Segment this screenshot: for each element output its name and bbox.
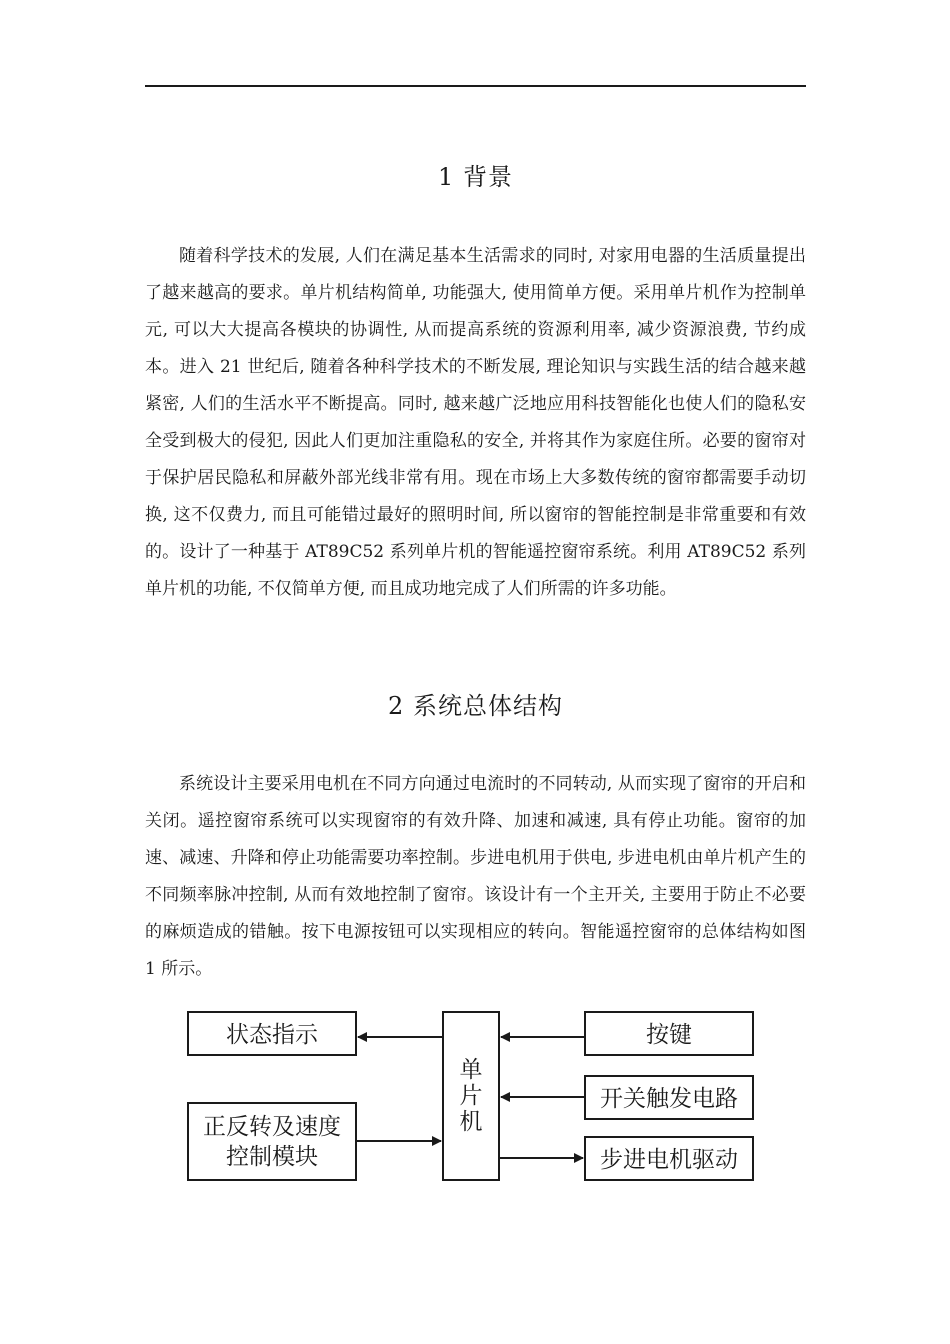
mcu-label-1: 单 bbox=[459, 1057, 483, 1083]
direction-speed-label-1: 正反转及速度 bbox=[203, 1114, 341, 1140]
section-heading-system-structure: 2 系统总体结构 bbox=[388, 692, 563, 720]
system-structure-paragraph: 系统设计主要采用电机在不同方向通过电流时的不同转动, 从而实现了窗帘的开启和关闭。遥控窗帘系统可以实现窗帘的有效升降、加速和减速, 具有停止功能。窗帘的加速、减速、升降和停止功能需要功率控制。步进电机用于供电, 步进电机由单片机产生的不同频率脉冲控制, 从而有效地控制了窗帘。该设计有一个主开关, 主要用于防止不必要的麻烦造成的错触。按下电源按钮可以实现相应的转向。智能遥控窗帘的总体结构如图 1 所示。 bbox=[145, 774, 806, 979]
direction-speed-label-2: 控制模块 bbox=[226, 1144, 318, 1170]
system-structure-diagram bbox=[170, 1000, 780, 1200]
section-heading-background: 1 背景 bbox=[438, 163, 513, 191]
header-rule bbox=[145, 85, 806, 87]
switch-trigger-label: 开关触发电路 bbox=[600, 1086, 738, 1112]
background-paragraph: 随着科学技术的发展, 人们在满足基本生活需求的同时, 对家用电器的生活质量提出了越来越高的要求。单片机结构简单, 功能强大, 使用简单方便。采用单片机作为控制单元, 可以大大提高各模块的协调性, 从而提高系统的资源利用率, 减少资源浪费, 节约成本。进入 21 世纪后, 随着各种科学技术的不断发展, 理论知识与实践生活的结合越来越紧密, 人们的生活水平不断提高。同时, 越来越广泛地应用科技智能化也使人们的隐私安全受到极大的侵犯, 因此人们更加注重隐私的安全, 并将其作为家庭住所。必要的窗帘对于保护居民隐私和屏蔽外部光线非常有用。现在市场上大多数传统的窗帘都需要手动切换, 这不仅费力, 而且可能错过最好的照明时间, 所以窗帘的智能控制是非常重要和有效的。设计了一种基于 AT89C52 系列单片机的智能遥控窗帘系统。利用 AT89C52 系列单片机的功能, 不仅简单方便, 而且成功地完成了人们所需的许多功能。 bbox=[145, 246, 806, 599]
stepper-driver-label: 步进电机驱动 bbox=[600, 1147, 738, 1173]
mcu-label-2: 片 bbox=[459, 1083, 483, 1109]
mcu-label-3: 机 bbox=[459, 1109, 483, 1135]
keys-label: 按键 bbox=[646, 1022, 692, 1048]
status-label: 状态指示 bbox=[226, 1022, 318, 1048]
